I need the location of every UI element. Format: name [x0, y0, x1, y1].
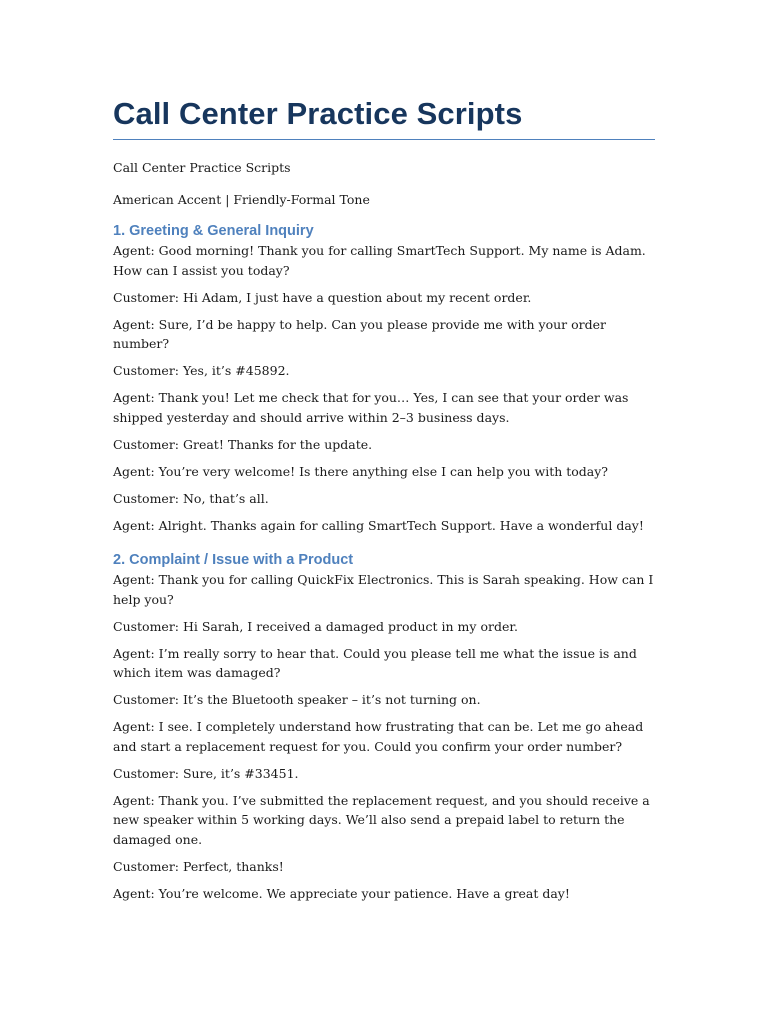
dialogue-line: Agent: Sure, I’d be happy to help. Can you please provide me with your order number? — [113, 316, 606, 351]
dialogue-line: Agent: Thank you for calling QuickFix Electronics. This is Sarah speaking. How can I help you? — [113, 572, 654, 607]
dialogue-line: Customer: Hi Sarah, I received a damaged product in my order. — [113, 618, 518, 634]
dialogue-line: Agent: Good morning! Thank you for calling SmartTech Support. My name is Adam. How can I assist you today? — [113, 243, 646, 278]
dialogue-line: Customer: Yes, it’s #45892. — [113, 363, 290, 378]
dialogue-line: Agent: You’re very welcome! Is there anything else I can help you with today? — [113, 463, 609, 479]
document-page — [113, 92, 655, 911]
script-section-complaint — [113, 550, 655, 903]
dialogue-line: Agent: Thank you. I’ve submitted the replacement request, and you should receive a new speaker within 5 working days. We’ll also send a prepaid label to return the damaged one. — [113, 792, 650, 847]
dialogue-line: Customer: No, that’s all. — [113, 490, 269, 506]
section-heading: 2. Complaint / Issue with a Product — [113, 552, 354, 568]
section-heading: 1. Greeting & General Inquiry — [113, 223, 314, 239]
script-section-greeting — [113, 221, 655, 535]
dialogue-line: Customer: It’s the Bluetooth speaker – it’s not turning on. — [113, 692, 481, 707]
document-subtitle: Call Center Practice Scripts — [113, 160, 291, 175]
dialogue-line: Agent: I see. I completely understand how frustrating that can be. Let me go ahead and start a replacement request for you. Could you confirm your order number? — [113, 719, 644, 754]
document-tagline: American Accent | Friendly-Formal Tone — [113, 191, 370, 207]
dialogue-line: Agent: Thank you! Let me check that for you… Yes, I can see that your order was shipped yesterday and should arrive within 2–3 business days. — [113, 390, 629, 425]
dialogue-line: Customer: Sure, it’s #33451. — [113, 765, 299, 781]
dialogue-line: Customer: Great! Thanks for the update. — [113, 436, 373, 452]
dialogue-line: Agent: You’re welcome. We appreciate your patience. Have a great day! — [113, 885, 570, 901]
dialogue-line: Customer: Hi Adam, I just have a question about my recent order. — [113, 289, 532, 305]
dialogue-line: Agent: I’m really sorry to hear that. Could you please tell me what the issue is and which item was damaged? — [113, 645, 637, 680]
dialogue-line: Agent: Alright. Thanks again for calling SmartTech Support. Have a wonderful day! — [113, 517, 644, 533]
page-title: Call Center Practice Scripts — [113, 92, 655, 140]
dialogue-line: Customer: Perfect, thanks! — [113, 858, 284, 874]
